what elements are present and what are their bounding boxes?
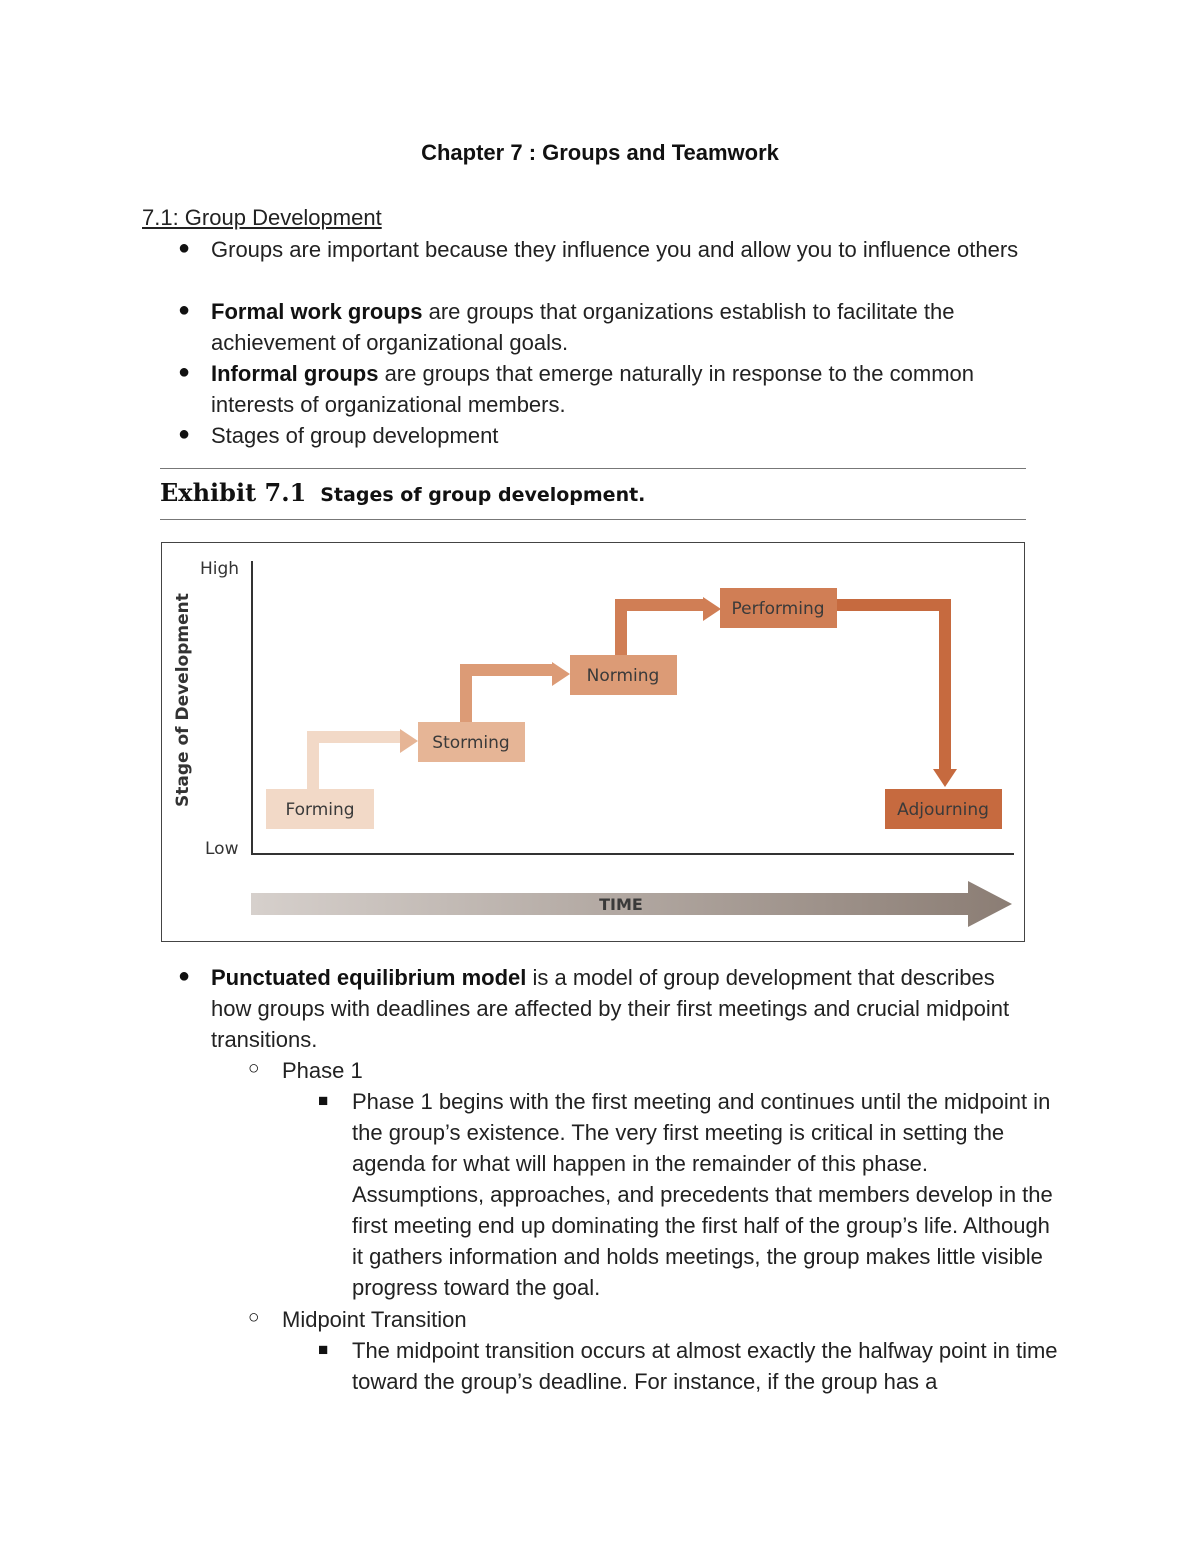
bullet-dot-icon: ● [178, 237, 191, 259]
bullet-dot-icon: ● [178, 361, 191, 383]
bullet-formal-groups [211, 296, 1041, 358]
subbullet-phase1: Phase 1 [282, 1058, 363, 1083]
exhibit-top-rule [160, 468, 1026, 469]
bullet-text: are groups that organizations establish to facilitate the achievement of organizational goals. [211, 299, 955, 355]
stage-label-norming: Norming [586, 666, 660, 686]
term-informal-groups: Informal groups [211, 361, 379, 386]
stage-label-forming: Forming [285, 800, 355, 820]
arrowhead-performing [703, 597, 721, 621]
square-bullet-icon: ■ [318, 1340, 329, 1359]
stage-label-storming: Storming [432, 733, 510, 753]
bullet-punctuated-equilibrium [211, 962, 1041, 1055]
stage-label-performing: Performing [731, 599, 825, 619]
term-formal-work-groups: Formal work groups [211, 299, 423, 324]
stage-label-adjourning: Adjourning [897, 800, 989, 820]
bullet-text: are groups that emerge naturally in response to the common interests of organizational members. [211, 361, 974, 417]
exhibit-bottom-rule [160, 519, 1026, 520]
bullet-dot-icon: ● [178, 965, 191, 987]
bullet-informal-groups [211, 358, 1041, 420]
circle-bullet-icon: ○ [248, 1307, 260, 1328]
bullet-text: Stages of group development [211, 423, 499, 448]
exhibit-number: Exhibit 7.1 [160, 478, 307, 507]
y-axis-title: Stage of Development [173, 593, 193, 807]
section-heading: 7.1: Group Development [142, 205, 382, 230]
square-bullet-icon: ■ [318, 1091, 329, 1110]
bullet-dot-icon: ● [178, 423, 191, 445]
bullet-text: Groups are important because they influence you and allow you to influence others [211, 237, 1019, 262]
exhibit-heading [160, 478, 1026, 508]
circle-bullet-icon: ○ [248, 1058, 260, 1079]
stages-diagram-svg [162, 543, 1024, 941]
subsubbullet-midpoint-detail: The midpoint transition occurs at almost exactly the halfway point in time toward the group’s deadline. For instance, if the group has a [352, 1338, 1058, 1394]
subsubbullet-phase1-detail: Phase 1 begins with the first meeting and continues until the midpoint in the group’s existence. The very first meeting is critical in setting the agenda for what will happen in the remainder of this phase. Assumptions, approaches, and precedents that members develop in the first meeting end up dominating the first half of the group’s life. Although it gathers information and holds meetings, the group makes little visible progress toward the goal. [352, 1089, 1053, 1300]
connector-norming-performing [621, 605, 703, 657]
connector-performing-adjourning [837, 605, 945, 769]
bullet-dot-icon: ● [178, 299, 191, 321]
subbullet-midpoint: Midpoint Transition [282, 1307, 467, 1332]
bullet-text: is a model of group development that describes how groups with deadlines are affected by their first meetings and crucial midpoint transitions. [211, 965, 1010, 1052]
arrowhead-norming [552, 662, 570, 686]
arrowhead-adjourning [933, 769, 957, 787]
arrowhead-storming [400, 729, 418, 753]
stages-diagram [161, 542, 1025, 942]
y-axis-low-label: Low [205, 839, 239, 859]
term-punctuated-equilibrium: Punctuated equilibrium model [211, 965, 527, 990]
exhibit-caption: Stages of group development. [320, 484, 646, 506]
bullet-groups-important [211, 234, 1041, 265]
time-label: TIME [599, 895, 643, 914]
connector-storming-norming [466, 670, 552, 723]
connector-forming-storming [313, 737, 400, 791]
y-axis-high-label: High [200, 559, 240, 579]
document-title: Chapter 7 : Groups and Teamwork [421, 140, 779, 165]
bullet-stages [211, 420, 1041, 451]
